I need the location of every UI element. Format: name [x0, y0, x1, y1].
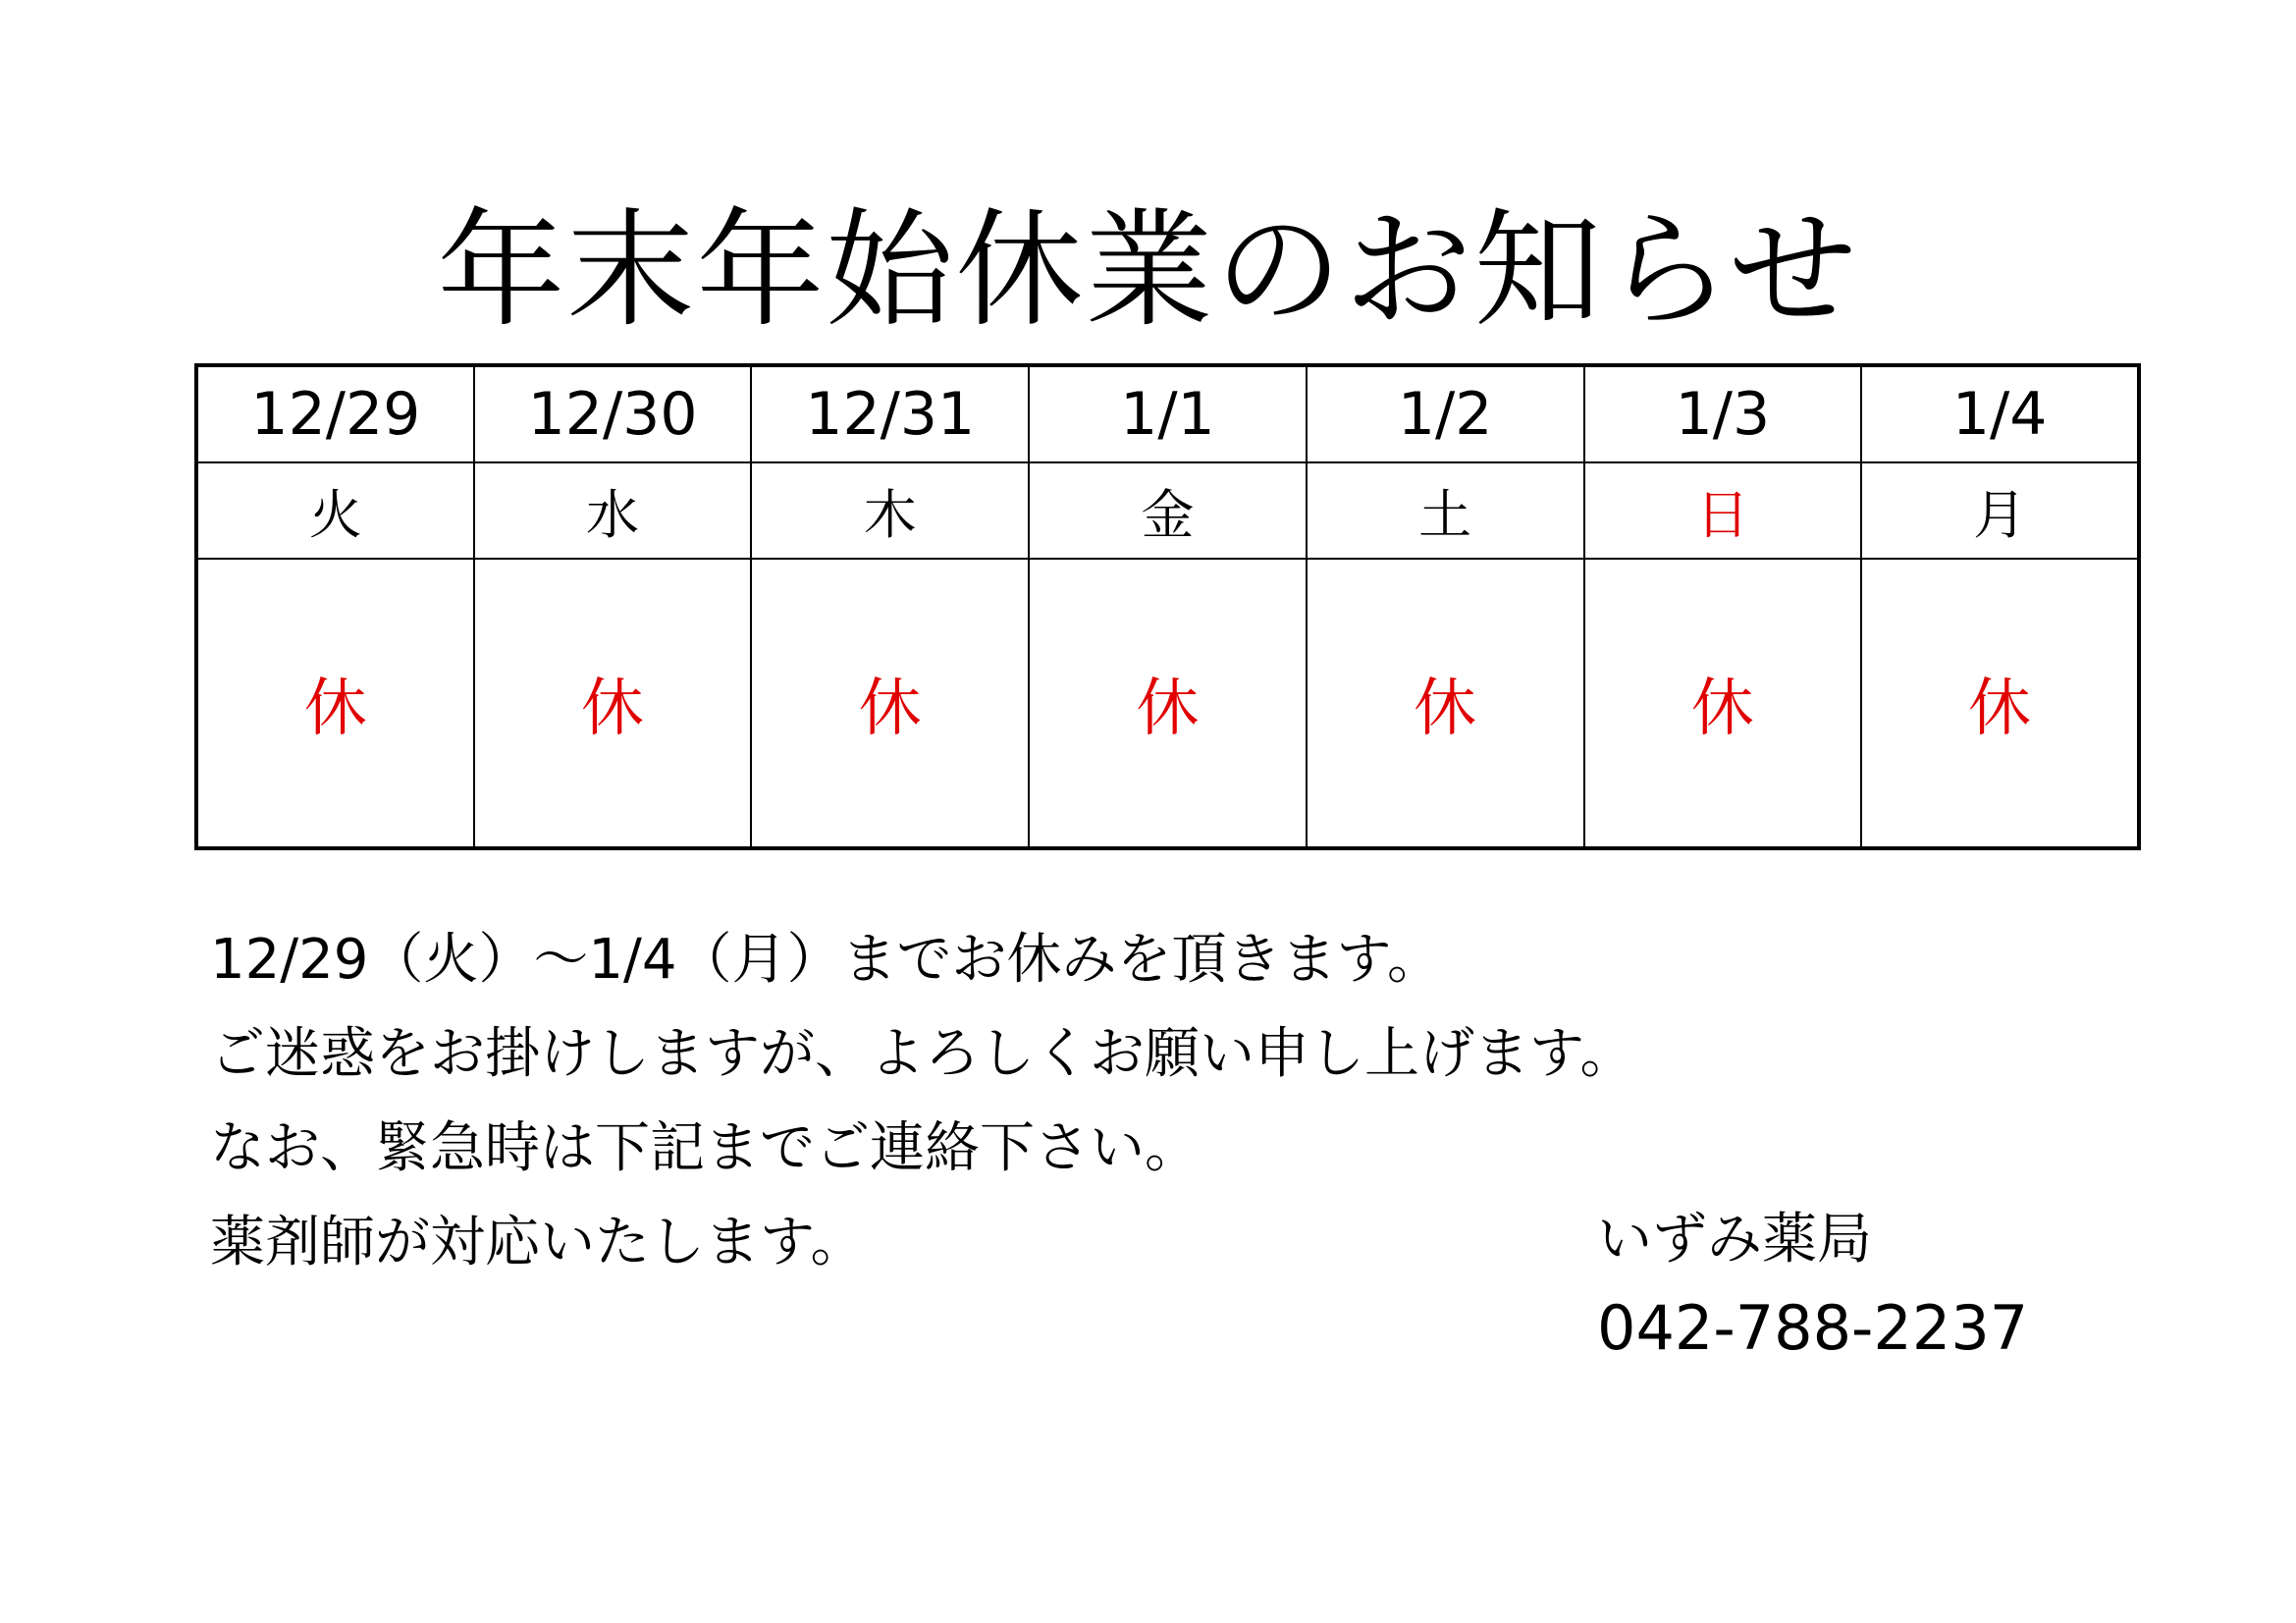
phone-number: 042-788-2237: [1597, 1292, 2029, 1364]
notice-text: [210, 913, 1781, 1290]
closed-status-cell: 休: [751, 559, 1029, 848]
closed-status-cell: 休: [474, 559, 752, 848]
date-cell: 1/2: [1307, 365, 1584, 462]
notice-line: なお、緊急時は下記までご連絡下さい。: [210, 1116, 1200, 1180]
weekday-cell-sunday: 日: [1584, 462, 1862, 559]
closed-status-cell: 休: [1307, 559, 1584, 848]
date-cell: 12/31: [751, 365, 1029, 462]
weekday-row: [196, 462, 2139, 559]
date-row: [196, 365, 2139, 462]
date-cell: 12/30: [474, 365, 752, 462]
weekday-cell: 金: [1029, 462, 1307, 559]
weekday-cell: 木: [751, 462, 1029, 559]
pharmacy-name: いずみ薬局: [1597, 1208, 1872, 1271]
closed-status-cell: 休: [1029, 559, 1307, 848]
weekday-cell: 月: [1861, 462, 2139, 559]
date-cell: 1/4: [1861, 365, 2139, 462]
page-title: 年末年始休業のお知らせ: [437, 195, 1859, 345]
weekday-cell: 土: [1307, 462, 1584, 559]
closed-status-cell: 休: [1861, 559, 2139, 848]
weekday-cell: 水: [474, 462, 752, 559]
notice-line: ご迷惑をお掛けしますが、よろしくお願い申し上げます。: [210, 1022, 1635, 1086]
date-cell: 12/29: [196, 365, 474, 462]
closed-status-cell: 休: [196, 559, 474, 848]
notice-line: 12/29（火）～1/4（月）までお休みを頂きます。: [210, 928, 1443, 992]
date-cell: 1/1: [1029, 365, 1307, 462]
notice-line: 薬剤師が対応いたします。: [210, 1211, 866, 1274]
weekday-cell: 火: [196, 462, 474, 559]
date-cell: 1/3: [1584, 365, 1862, 462]
holiday-schedule-table: [194, 363, 2141, 850]
status-row: [196, 559, 2139, 848]
closed-status-cell: 休: [1584, 559, 1862, 848]
